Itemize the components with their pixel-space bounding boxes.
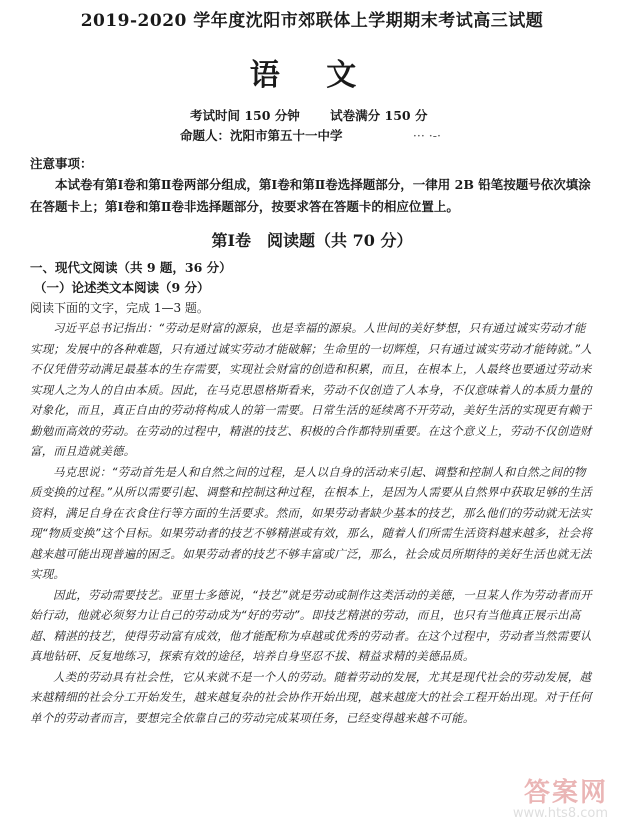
subsection-heading: （一）论述类文本阅读（9 分） bbox=[34, 280, 210, 295]
passage-paragraph: 马克思说：“劳动首先是人和自然之间的过程，是人以自身的活动来引起、调整和控制人和自然之间的物质变换的过程。”从所以需要引起、调整和控制这种过程，在根本上，是因为人需要从自然界中获取足够的生活资料，满足自身在衣食住行等方面的生活要求。然而，如果劳动者缺少基本的技艺，那么他们的劳动就无法实现“物质变换”这个目标。如果劳动者的技艺不够精湛或有效，那么，随着人们所需生活资料越来越多，社会将越来越可能出现普遍的困乏。如果劳动者的技艺不够丰富或广泛，那么，社会成员所期待的美好生活也就无法实现。 bbox=[30, 464, 593, 581]
part-title: 第Ⅰ卷 阅读题（共 70 分） bbox=[211, 231, 413, 250]
passage-paragraph: 人类的劳动具有社会性，它从来就不是一个人的劳动。随着劳动的发展，尤其是现代社会的劳动发展，越来越精细的社会分工开始发生，越来越复杂的社会协作开始出现，越来越庞大的社会工程开始出现。对于任何单个的劳动者而言，要想完全依靠自己的劳动完成某项任务，已经变得越来越不可能。 bbox=[30, 669, 592, 725]
notice-heading: 注意事项： bbox=[30, 156, 93, 171]
subject-title: 语 文 bbox=[249, 58, 375, 93]
passage-paragraph: 因此，劳动需要技艺。亚里士多德说，“技艺”就是劳动或制作这类活动的美德，一旦某人作为劳动者而开始行动，他就必须努力让自己的劳动成为“好的劳动”。即技艺精湛的劳动，而且，也只有当他真正展示出高超、精湛的技艺，使得劳动富有成效，他才能配称为卓越或优秀的劳动者。在这个过程中，劳动者当然需要认真地钻研、反复地练习，探索有效的途径，培养自身坚忍不拔、精益求精的美德品质。 bbox=[30, 587, 592, 663]
author-row bbox=[30, 126, 594, 146]
full-score: 试卷满分 150 分 bbox=[330, 108, 428, 123]
reading-instruction: 阅读下面的文字，完成 1—3 题。 bbox=[30, 301, 209, 315]
notice-body: 本试卷有第Ⅰ卷和第Ⅱ卷两部分组成，第Ⅰ卷和第Ⅱ卷选择题部分，一律用 2B 铅笔按题号依次填涂在答题卡上；第Ⅰ卷和第Ⅱ卷非选择题部分，按要求答在答题卡的相应位置上。 bbox=[30, 177, 591, 214]
passage-paragraph: 习近平总书记指出：“劳动是财富的源泉，也是幸福的源泉。人世间的美好梦想，只有通过诚实劳动才能实现；发展中的各种难题，只有通过诚实劳动才能破解；生命里的一切辉煌，只有通过诚实劳动才能铸就。”人不仅凭借劳动满足最基本的生存需要，实现社会财富的创造和积累，而且，在根本上，人最终也要通过劳动来实现人之为人的自由本质。因此，在马克思恩格斯看来，劳动不仅创造了人本身，不仅意味着人的本质力量的对象化，而且，真正自由的劳动将构成人的第一需要。日常生活的延续离不开劳动，美好生活的实现更有赖于勤勉而高效的劳动。在劳动的过程中，精湛的技艺、积极的合作都特别重要。在这个意义上，劳动不仅创造财富，而且造就美德。 bbox=[30, 321, 593, 458]
watermark-logo: 答案网 bbox=[523, 778, 608, 808]
author: 命题人：沈阳市第五十一中学 bbox=[180, 128, 343, 143]
exam-time: 考试时间 150 分钟 bbox=[190, 108, 300, 123]
watermark-url: www.hts8.com bbox=[512, 806, 608, 821]
section-heading: 一、现代文阅读（共 9 题，36 分） bbox=[30, 260, 232, 275]
exam-title: 2019-2020 学年度沈阳市郊联体上学期期末考试高三试题 bbox=[80, 11, 544, 31]
exam-meta-row bbox=[30, 106, 594, 126]
dots-mark: ··· ·-· bbox=[412, 128, 441, 143]
